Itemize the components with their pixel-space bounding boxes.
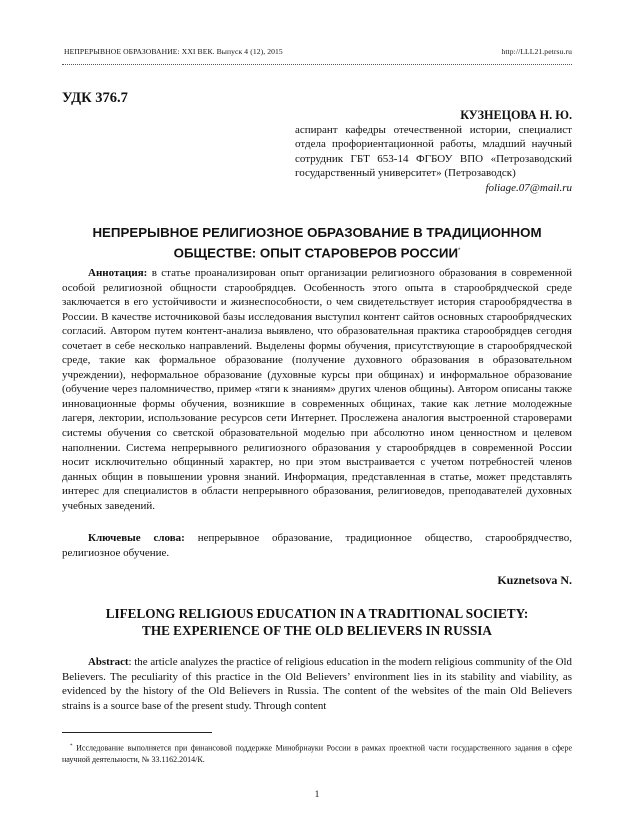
author-block [62,108,572,196]
abstract-russian-text: в статье проанализирован опыт организации религиозного образования в современной особой религиозной общности старообрядцев. Особенность этого опыта в старообрядческой среде заключается в его устойчивости и жизнеспособности, о чем свидетельствует история старообрядчества в России. В качестве источниковой базы исследования выступил контент сайтов основных старообрядческих согласий. Автором путем контент-анализа выявлено, что образовательная практика старообрядцев сегодня сочетает в себе несколько направлений. Выделены формы обучения, присутствующие в старообрядческой среде, такие как формальное образование (получение духовного образования в образовательном учреждении), неформальное образование (духовные курсы при общинах) и информальное образование (обучение через паломничество, пример «тяги к знаниям» других членов общины). Автором описаны также инновационные формы обучения, возникшие в современных общинах, такие как летние молодежные лагеря, лектории, использование ресурсов сети Интернет. Прослежена аналогия выстроенной староверами системы обучения со светской образовательной моделью при абсолютно ином ценностном и целевом наполнении. Система непрерывного религиозного образования у старообрядцев в современной России носит исключительно общинный характер, но при этом выстраивается с учетом потребностей членов данных общин в повышении уровня знаний. Информация, представленная в статье, может представлять интерес для специалистов в области непрерывного образования, религиоведов, преподавателей духовных учебных заведений. [62,267,573,512]
header-divider [62,64,572,65]
title-english-line-2: THE EXPERIENCE OF THE OLD BELIEVERS IN RUSSIA [142,623,492,638]
running-header [62,47,572,59]
title-russian-text: НЕПРЕРЫВНОЕ РЕЛИГИОЗНОЕ ОБРАЗОВАНИЕ В ТРАДИЦИОННОМ ОБЩЕСТВЕ: ОПЫТ СТАРОВЕРОВ РОССИИ [92,225,542,261]
page-number: 1 [314,790,320,800]
abstract-russian-label: Аннотация: [88,267,148,279]
author-affiliation: аспирант кафедры отечественной истории, специалист отдела профориентационной работы, младший научный сотрудник ГБТ 653-14 ФГБОУ ВПО «Петрозаводский государственный университет» (Петрозаводск) [295,124,572,180]
footnote [62,741,572,766]
footnote-divider [62,732,212,733]
footnote-text: Исследование выполняется при финансовой поддержке Минобрнауки России в рамках проектной части государственного задания в сфере научной деятельности, № 33.1162.2014/К. [62,743,573,765]
udc-code: УДК 376.7 [62,90,128,106]
journal-name: НЕПРЕРЫВНОЕ ОБРАЗОВАНИЕ: XXI ВЕК. Выпуск 4 (12), 2015 [64,47,283,56]
abstract-english-text: : the article analyzes the practice of religious education in the modern religious community of the Old Believers. The peculiarity of this practice in the Old Believers’ environment lies in its stability and viability, as evidenced by the history of the Old Believers in Russia. The content of the websites of the main Old Believers strains is a source base of the present study. Through content [62,656,572,712]
abstract-english-label: Abstract [88,656,129,668]
journal-url[interactable]: http://LLL21.petrsu.ru [501,47,572,56]
title-english [62,605,572,639]
keywords-russian-text: непрерывное образование, традиционное общество, старообрядчество, религиозное обучение. [62,532,573,559]
abstract-russian [62,266,572,513]
title-english-line-1: LIFELONG RELIGIOUS EDUCATION IN A TRADITIONAL SOCIETY: [105,606,529,621]
title-russian [62,224,572,262]
keywords-russian-label: Ключевые слова: [88,532,185,544]
title-footnote-mark[interactable]: * [458,248,461,254]
abstract-english [62,655,572,713]
author-name-english: Kuznetsova N. [497,573,572,587]
author-email[interactable]: foliage.07@mail.ru [485,181,572,194]
author-name: КУЗНЕЦОВА Н. Ю. [460,108,572,122]
footnote-mark: * [70,744,73,749]
keywords-russian [62,531,572,560]
